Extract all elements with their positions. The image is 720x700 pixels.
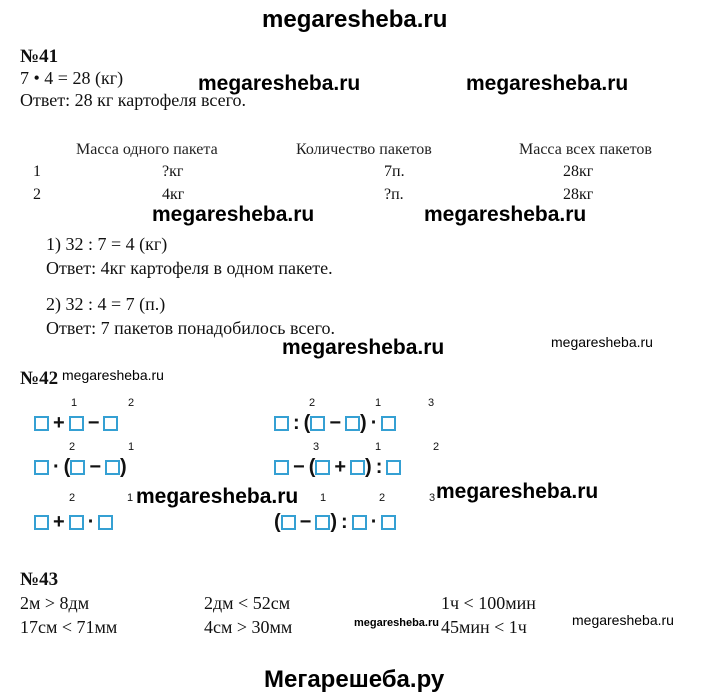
right-paren: ) — [120, 456, 127, 478]
order-number: 1 — [127, 492, 134, 504]
left-paren: ( — [274, 511, 281, 533]
answer-box[interactable] — [34, 460, 49, 475]
watermark: megaresheba.ru — [198, 72, 361, 95]
answer-box[interactable] — [274, 460, 289, 475]
answer-box[interactable] — [274, 416, 289, 431]
minus-sign: − — [299, 511, 312, 533]
watermark: megaresheba.ru — [436, 480, 599, 503]
answer-box[interactable] — [310, 416, 325, 431]
divide-sign: : — [375, 456, 383, 478]
answer-box[interactable] — [70, 460, 85, 475]
expression-3 — [34, 456, 127, 478]
table-cell: 28кг — [563, 186, 594, 203]
answer-box[interactable] — [281, 515, 296, 530]
answer-box[interactable] — [103, 416, 118, 431]
watermark: megaresheba.ru — [572, 612, 674, 628]
minus-sign: − — [89, 456, 102, 478]
minus-sign: − — [329, 412, 342, 434]
comparison: 45мин < 1ч — [441, 617, 527, 637]
order-number: 3 — [313, 441, 320, 453]
answer-box[interactable] — [315, 460, 330, 475]
expression-1 — [34, 412, 118, 434]
answer-box[interactable] — [345, 416, 360, 431]
minus-sign: − — [87, 412, 100, 434]
answer-1: Ответ: 4кг картофеля в одном пакете. — [46, 258, 333, 278]
table-header-count: Количество пакетов — [296, 141, 432, 158]
comparison: 4см > 30мм — [204, 617, 293, 637]
order-number: 1 — [375, 397, 382, 409]
plus-sign: + — [53, 511, 65, 533]
times-sign: · — [370, 511, 378, 533]
order-number: 2 — [69, 492, 76, 504]
table-cell: 4кг — [162, 186, 185, 203]
comparison: 2м > 8дм — [20, 593, 90, 613]
watermark: megaresheba.ru — [136, 485, 299, 508]
order-number: 2 — [69, 441, 76, 453]
table-cell: ?п. — [384, 186, 404, 203]
table-row-number: 2 — [33, 186, 41, 203]
comparison: 17см < 71мм — [20, 617, 118, 637]
left-paren: ( — [303, 412, 311, 434]
solution-1: 1) 32 : 7 = 4 (кг) — [46, 234, 168, 254]
expression-6 — [274, 511, 396, 533]
answer-box[interactable] — [69, 416, 84, 431]
right-paren: ) — [330, 511, 338, 533]
order-number: 1 — [375, 441, 382, 453]
right-paren: ) — [365, 456, 372, 478]
comparison: 2дм < 52см — [204, 593, 291, 613]
order-number: 1 — [71, 397, 78, 409]
times-sign: · — [53, 456, 60, 478]
watermark: megaresheba.ru — [354, 617, 439, 629]
answer-box[interactable] — [34, 515, 49, 530]
answer-box[interactable] — [34, 416, 49, 431]
expression-4 — [274, 456, 401, 478]
divide-sign: : — [293, 412, 300, 434]
table-header-mass-one: Масса одного пакета — [76, 141, 218, 158]
answer-box[interactable] — [381, 416, 396, 431]
order-number: 3 — [428, 397, 435, 409]
plus-sign: + — [334, 456, 347, 478]
answer-box[interactable] — [315, 515, 330, 530]
task43-title: №43 — [20, 569, 59, 590]
expression-5 — [34, 511, 113, 533]
watermark: megaresheba.ru — [152, 203, 315, 226]
answer-box[interactable] — [69, 515, 84, 530]
order-number: 3 — [429, 492, 436, 504]
answer-box[interactable] — [386, 460, 401, 475]
header-watermark: megaresheba.ru — [262, 6, 448, 33]
order-number: 1 — [128, 441, 135, 453]
order-number: 2 — [128, 397, 135, 409]
answer-box[interactable] — [350, 460, 365, 475]
left-paren: ( — [63, 456, 71, 478]
times-sign: · — [87, 511, 95, 533]
answer-box[interactable] — [352, 515, 367, 530]
watermark: megaresheba.ru — [282, 336, 445, 359]
plus-sign: + — [53, 412, 65, 434]
table-cell: 7п. — [384, 163, 405, 180]
table-cell: ?кг — [162, 163, 184, 180]
right-paren: ) — [360, 412, 367, 434]
table-row-number: 1 — [33, 163, 41, 180]
watermark: megaresheba.ru — [551, 334, 653, 350]
watermark: megaresheba.ru — [466, 72, 629, 95]
answer-box[interactable] — [98, 515, 113, 530]
left-paren: ( — [308, 456, 316, 478]
task42-title: №42 — [20, 368, 59, 389]
footer-watermark: Мегарешеба.ру — [264, 666, 445, 693]
expression-2 — [274, 412, 396, 434]
comparison: 1ч < 100мин — [441, 593, 536, 613]
watermark: megaresheba.ru — [424, 203, 587, 226]
answer-box[interactable] — [105, 460, 120, 475]
task41-answer: Ответ: 28 кг картофеля всего. — [20, 90, 247, 110]
order-number: 1 — [320, 492, 327, 504]
table-cell: 28кг — [563, 163, 594, 180]
order-number: 2 — [433, 441, 440, 453]
task41-title: №41 — [20, 46, 59, 67]
watermark: megaresheba.ru — [62, 367, 164, 383]
minus-sign: − — [293, 456, 305, 478]
divide-sign: : — [341, 511, 348, 533]
task41-equation: 7 • 4 = 28 (кг) — [20, 68, 124, 88]
order-number: 2 — [309, 397, 316, 409]
times-sign: · — [370, 412, 378, 434]
order-number: 2 — [379, 492, 386, 504]
answer-2: Ответ: 7 пакетов понадобилось всего. — [46, 318, 336, 338]
table-header-mass-all: Масса всех пакетов — [519, 141, 652, 158]
answer-box[interactable] — [381, 515, 396, 530]
solution-2: 2) 32 : 4 = 7 (п.) — [46, 294, 166, 314]
